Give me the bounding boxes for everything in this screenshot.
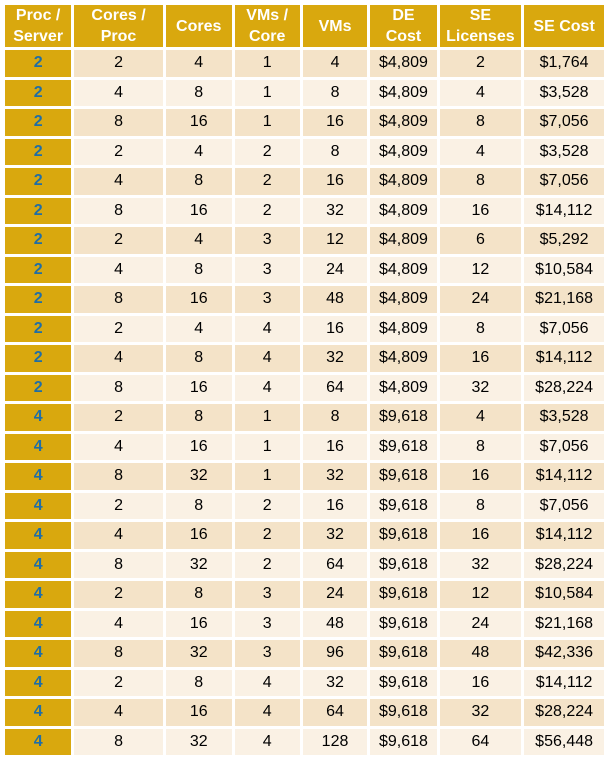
proc-per-server-cell: 2 [5,257,71,284]
proc-per-server-cell: 4 [5,581,71,608]
header-line: DE [392,7,415,24]
de-cost-cell: $4,809 [370,257,436,284]
se-cost-cell: $28,224 [524,375,604,402]
se-cost-cell: $42,336 [524,640,604,667]
cores-cell: 4 [166,50,232,77]
vms-cell: 8 [303,80,368,107]
de-cost-cell: $4,809 [370,50,436,77]
proc-per-server-cell: 2 [5,50,71,77]
se-licenses-cell: 32 [440,375,522,402]
cores-cell: 16 [166,286,232,313]
cores-per-proc-cell: 4 [74,345,163,372]
de-cost-cell: $9,618 [370,699,436,726]
se-licenses-cell: 16 [440,345,522,372]
table-row [5,257,604,284]
proc-per-server-cell: 2 [5,286,71,313]
vms-per-core-cell: 3 [235,257,300,284]
header-line: VMs / [246,7,289,24]
cores-per-proc-cell: 2 [74,581,163,608]
de-cost-cell: $9,618 [370,463,436,490]
vms-per-core-cell: 2 [235,198,300,225]
de-cost-cell: $4,809 [370,345,436,372]
se-licenses-cell: 16 [440,670,522,697]
se-licenses-cell: 12 [440,257,522,284]
header-line: Cores [176,17,222,35]
se-cost-cell: $3,528 [524,139,604,166]
cores-cell: 8 [166,581,232,608]
vms-per-core-cell: 1 [235,434,300,461]
header-se-cost [524,5,604,47]
table-row [5,375,604,402]
table-row [5,168,604,195]
se-cost-cell: $28,224 [524,552,604,579]
cores-cell: 8 [166,670,232,697]
de-cost-cell: $4,809 [370,286,436,313]
table-row [5,581,604,608]
table-row [5,640,604,667]
cores-per-proc-cell: 8 [74,198,163,225]
se-licenses-cell: 8 [440,109,522,136]
proc-per-server-cell: 4 [5,729,71,756]
vms-cell: 16 [303,493,368,520]
table-row [5,670,604,697]
se-cost-cell: $56,448 [524,729,604,756]
header-line: Core [248,28,286,45]
de-cost-cell: $9,618 [370,404,436,431]
header-de-cost [370,5,436,47]
cores-cell: 4 [166,316,232,343]
cores-cell: 8 [166,493,232,520]
cores-cell: 16 [166,611,232,638]
table-row [5,198,604,225]
se-cost-cell: $10,584 [524,257,604,284]
vms-cell: 4 [303,50,368,77]
proc-per-server-cell: 2 [5,139,71,166]
vms-cell: 32 [303,670,368,697]
de-cost-cell: $4,809 [370,198,436,225]
vms-cell: 64 [303,699,368,726]
proc-per-server-cell: 2 [5,198,71,225]
vms-cell: 64 [303,375,368,402]
header-line: SE Cost [533,17,595,35]
se-licenses-cell: 8 [440,434,522,461]
proc-per-server-cell: 4 [5,493,71,520]
se-licenses-cell: 16 [440,463,522,490]
vms-per-core-cell: 3 [235,581,300,608]
de-cost-cell: $4,809 [370,375,436,402]
vms-cell: 16 [303,109,368,136]
vms-per-core-cell: 1 [235,463,300,490]
cores-per-proc-cell: 8 [74,552,163,579]
se-licenses-cell: 12 [440,581,522,608]
se-cost-cell: $28,224 [524,699,604,726]
de-cost-cell: $9,618 [370,640,436,667]
se-licenses-cell: 4 [440,404,522,431]
se-cost-cell: $14,112 [524,198,604,225]
proc-per-server-cell: 2 [5,375,71,402]
cores-cell: 8 [166,257,232,284]
se-cost-cell: $3,528 [524,80,604,107]
vms-per-core-cell: 4 [235,670,300,697]
proc-per-server-cell: 2 [5,80,71,107]
header-line: Cost [385,28,422,45]
header-se-licenses [440,5,522,47]
table-row [5,286,604,313]
vms-cell: 16 [303,316,368,343]
se-cost-cell: $21,168 [524,286,604,313]
se-licenses-cell: 24 [440,611,522,638]
vms-per-core-cell: 1 [235,404,300,431]
proc-per-server-cell: 2 [5,345,71,372]
table-row [5,729,604,756]
cores-per-proc-cell: 2 [74,670,163,697]
cores-per-proc-cell: 4 [74,168,163,195]
proc-per-server-cell: 4 [5,434,71,461]
de-cost-cell: $9,618 [370,670,436,697]
cores-per-proc-cell: 8 [74,640,163,667]
de-cost-cell: $4,809 [370,168,436,195]
vms-per-core-cell: 3 [235,286,300,313]
header-line: Cores / [91,7,146,24]
proc-per-server-cell: 2 [5,109,71,136]
proc-per-server-cell: 4 [5,404,71,431]
se-licenses-cell: 24 [440,286,522,313]
se-licenses-cell: 16 [440,522,522,549]
se-cost-cell: $21,168 [524,611,604,638]
de-cost-cell: $4,809 [370,227,436,254]
de-cost-cell: $9,618 [370,611,436,638]
proc-per-server-cell: 2 [5,227,71,254]
vms-per-core-cell: 2 [235,522,300,549]
proc-per-server-cell: 4 [5,522,71,549]
table-row [5,404,604,431]
header-cores-per-proc [74,5,163,47]
table-row [5,80,604,107]
se-cost-cell: $7,056 [524,316,604,343]
vms-per-core-cell: 4 [235,375,300,402]
licensing-cost-table [2,2,607,758]
se-cost-cell: $5,292 [524,227,604,254]
proc-per-server-cell: 4 [5,699,71,726]
cost-table-container [2,2,607,758]
header-proc-per-server [5,5,71,47]
cores-per-proc-cell: 4 [74,80,163,107]
vms-cell: 8 [303,404,368,431]
vms-per-core-cell: 4 [235,729,300,756]
se-cost-cell: $10,584 [524,581,604,608]
header-line: Proc [100,28,137,45]
cores-per-proc-cell: 2 [74,493,163,520]
cores-per-proc-cell: 4 [74,699,163,726]
header-vms [303,5,368,47]
de-cost-cell: $9,618 [370,434,436,461]
vms-per-core-cell: 2 [235,168,300,195]
vms-cell: 8 [303,139,368,166]
cores-cell: 16 [166,699,232,726]
table-row [5,611,604,638]
cores-cell: 16 [166,109,232,136]
proc-per-server-cell: 2 [5,316,71,343]
se-licenses-cell: 8 [440,316,522,343]
vms-per-core-cell: 4 [235,345,300,372]
vms-cell: 32 [303,345,368,372]
cores-per-proc-cell: 2 [74,227,163,254]
se-licenses-cell: 8 [440,493,522,520]
header-line: VMs [318,17,352,35]
de-cost-cell: $9,618 [370,552,436,579]
cores-per-proc-cell: 8 [74,729,163,756]
cores-per-proc-cell: 4 [74,611,163,638]
se-cost-cell: $7,056 [524,493,604,520]
cores-cell: 8 [166,168,232,195]
cores-cell: 4 [166,227,232,254]
vms-per-core-cell: 2 [235,139,300,166]
table-row [5,316,604,343]
vms-cell: 96 [303,640,368,667]
header-line: Licenses [446,28,515,45]
table-body [5,50,604,755]
de-cost-cell: $9,618 [370,522,436,549]
se-licenses-cell: 48 [440,640,522,667]
cores-per-proc-cell: 4 [74,257,163,284]
cores-cell: 16 [166,375,232,402]
proc-per-server-cell: 2 [5,168,71,195]
se-cost-cell: $14,112 [524,463,604,490]
cores-per-proc-cell: 2 [74,316,163,343]
se-licenses-cell: 2 [440,50,522,77]
header-line: SE [469,7,492,24]
se-licenses-cell: 4 [440,80,522,107]
se-licenses-cell: 16 [440,198,522,225]
se-cost-cell: $14,112 [524,670,604,697]
table-row [5,227,604,254]
table-row [5,50,604,77]
cores-cell: 32 [166,552,232,579]
cores-cell: 8 [166,345,232,372]
cores-per-proc-cell: 8 [74,463,163,490]
vms-cell: 24 [303,257,368,284]
vms-per-core-cell: 1 [235,80,300,107]
cores-cell: 16 [166,434,232,461]
table-row [5,522,604,549]
se-cost-cell: $14,112 [524,522,604,549]
table-row [5,345,604,372]
table-row [5,699,604,726]
vms-per-core-cell: 4 [235,699,300,726]
cores-per-proc-cell: 2 [74,139,163,166]
vms-per-core-cell: 3 [235,640,300,667]
vms-per-core-cell: 4 [235,316,300,343]
proc-per-server-cell: 4 [5,640,71,667]
se-cost-cell: $7,056 [524,168,604,195]
cores-per-proc-cell: 4 [74,522,163,549]
cores-per-proc-cell: 4 [74,434,163,461]
vms-per-core-cell: 1 [235,109,300,136]
se-licenses-cell: 4 [440,139,522,166]
se-cost-cell: $1,764 [524,50,604,77]
cores-cell: 32 [166,463,232,490]
se-licenses-cell: 8 [440,168,522,195]
se-cost-cell: $3,528 [524,404,604,431]
table-row [5,463,604,490]
vms-per-core-cell: 1 [235,50,300,77]
cores-cell: 4 [166,139,232,166]
table-row [5,493,604,520]
proc-per-server-cell: 4 [5,552,71,579]
vms-cell: 32 [303,522,368,549]
de-cost-cell: $9,618 [370,581,436,608]
vms-cell: 32 [303,198,368,225]
se-cost-cell: $7,056 [524,109,604,136]
cores-cell: 32 [166,729,232,756]
se-licenses-cell: 32 [440,552,522,579]
vms-cell: 128 [303,729,368,756]
se-cost-cell: $7,056 [524,434,604,461]
cores-cell: 8 [166,404,232,431]
vms-cell: 16 [303,168,368,195]
vms-per-core-cell: 2 [235,493,300,520]
proc-per-server-cell: 4 [5,670,71,697]
cores-cell: 16 [166,522,232,549]
vms-per-core-cell: 3 [235,227,300,254]
vms-cell: 16 [303,434,368,461]
se-licenses-cell: 64 [440,729,522,756]
de-cost-cell: $4,809 [370,80,436,107]
se-licenses-cell: 6 [440,227,522,254]
table-row [5,434,604,461]
de-cost-cell: $9,618 [370,729,436,756]
header-cores [166,5,232,47]
vms-cell: 64 [303,552,368,579]
vms-cell: 12 [303,227,368,254]
se-cost-cell: $14,112 [524,345,604,372]
cores-per-proc-cell: 8 [74,286,163,313]
vms-cell: 48 [303,611,368,638]
header-vms-per-core [235,5,300,47]
table-row [5,109,604,136]
header-row [5,5,604,47]
cores-per-proc-cell: 8 [74,109,163,136]
proc-per-server-cell: 4 [5,611,71,638]
header-line: Server [13,28,64,45]
table-row [5,139,604,166]
cores-per-proc-cell: 2 [74,404,163,431]
cores-per-proc-cell: 2 [74,50,163,77]
cores-cell: 32 [166,640,232,667]
header-line: Proc / [15,7,61,24]
vms-cell: 48 [303,286,368,313]
proc-per-server-cell: 4 [5,463,71,490]
de-cost-cell: $4,809 [370,139,436,166]
vms-cell: 32 [303,463,368,490]
se-licenses-cell: 32 [440,699,522,726]
cores-per-proc-cell: 8 [74,375,163,402]
vms-cell: 24 [303,581,368,608]
de-cost-cell: $9,618 [370,493,436,520]
de-cost-cell: $4,809 [370,109,436,136]
table-row [5,552,604,579]
de-cost-cell: $4,809 [370,316,436,343]
cores-cell: 8 [166,80,232,107]
vms-per-core-cell: 2 [235,552,300,579]
vms-per-core-cell: 3 [235,611,300,638]
cores-cell: 16 [166,198,232,225]
